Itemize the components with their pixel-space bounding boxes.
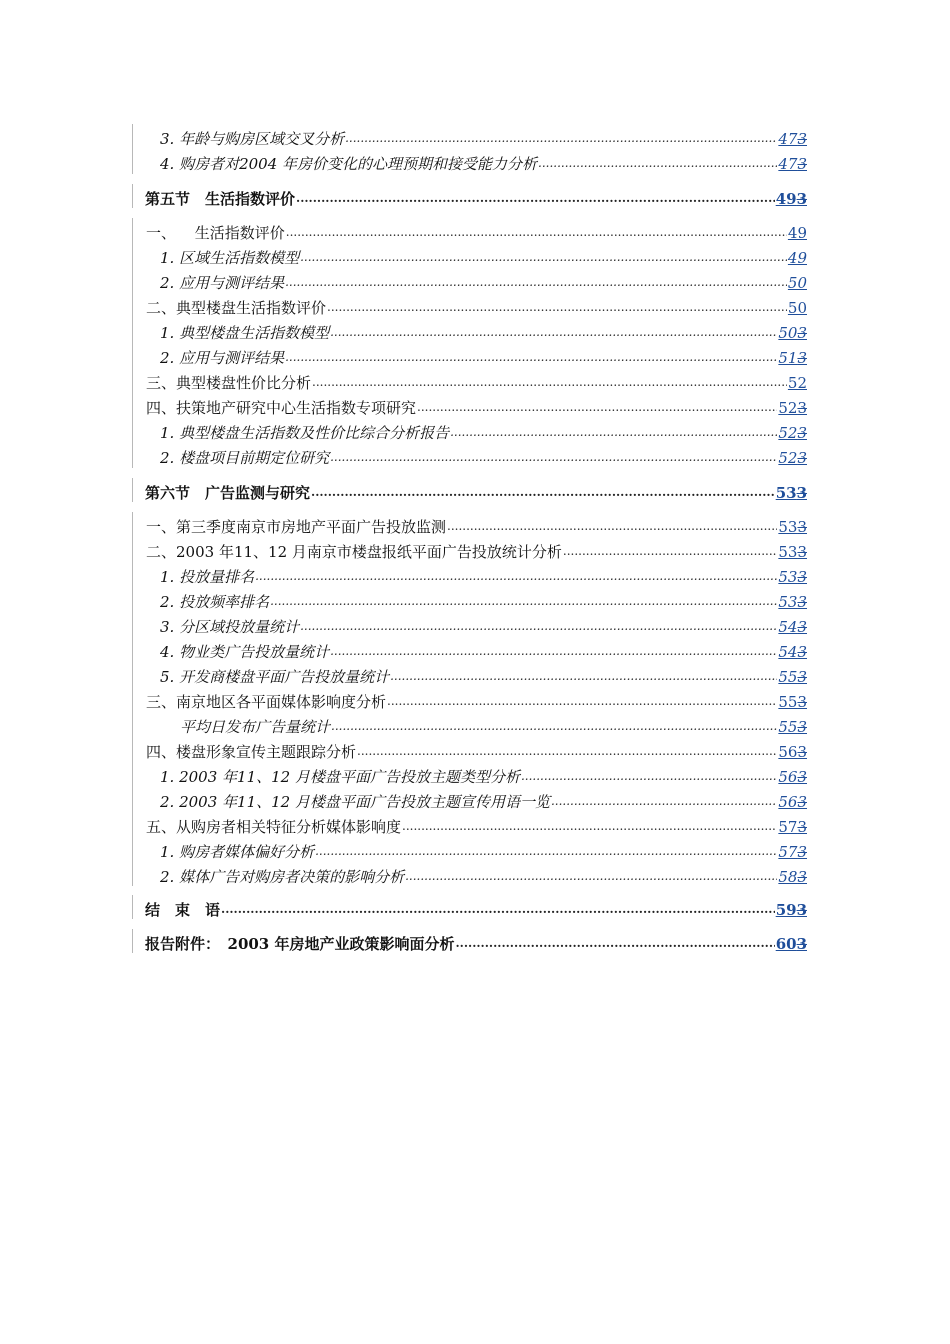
toc-page-link[interactable]: 573 [778,818,807,836]
toc-page-link[interactable]: 563 [778,743,807,761]
toc-entry-title: 1. 购房者媒体偏好分析 [160,843,315,861]
toc-section-entry[interactable] [133,929,807,953]
toc-entry-title: 生活指数评价 [194,224,285,242]
dot-leader [450,425,777,439]
toc-page-link[interactable]: 533 [778,543,807,561]
toc-entry[interactable] [133,418,807,442]
toc-entry-title: 1. 2003 年11、12 月楼盘平面广告投放主题类型分析 [160,768,520,786]
dot-leader [270,594,777,608]
toc-entry-title: 四、扶策地产研究中心生活指数专项研究 [146,399,417,417]
dot-leader [447,519,777,533]
toc-page-link[interactable]: 533 [778,518,807,536]
toc-page-link[interactable]: 493 [775,190,807,208]
toc-entry[interactable] [133,293,807,317]
toc-entry-title: 2. 应用与测评结果 [160,274,285,292]
dot-leader [357,744,777,758]
dot-leader [255,569,777,583]
toc-page-link[interactable]: 533 [775,484,807,502]
toc-page-link[interactable]: 523 [778,424,807,442]
toc-page-link[interactable]: 593 [775,901,807,919]
toc-entry[interactable] [133,124,807,148]
dot-leader [300,250,787,264]
toc-entry-title: 五、从购房者相关特征分析媒体影响度 [146,818,402,836]
toc-entry-title: 2. 楼盘项目前期定位研究 [160,449,330,467]
toc-entry-title: 2. 2003 年11、12 月楼盘平面广告投放主题宣传用语一览 [160,793,550,811]
toc-page-link[interactable]: 553 [778,718,807,736]
toc-entry[interactable] [133,812,807,836]
dot-leader [402,819,777,833]
toc-entry-title: 2. 应用与测评结果 [160,349,285,367]
toc-page-link[interactable]: 513 [778,349,807,367]
toc-section-title: 第五节 生活指数评价 [145,190,296,208]
toc-entry[interactable] [133,218,807,242]
toc-group [132,124,807,174]
toc-section-title: 第六节 广告监测与研究 [145,484,311,502]
toc-entry-title: 4. 购房者对2004 年房价变化的心理预期和接受能力分析 [160,155,538,173]
dot-leader [521,769,777,783]
toc-page-link[interactable]: 473 [778,130,807,148]
dot-leader [345,131,777,145]
toc-group [132,184,807,208]
toc-page-link[interactable]: 503 [778,324,807,342]
toc-page-link[interactable]: 573 [778,843,807,861]
dot-leader [296,191,775,205]
toc-entry[interactable] [133,149,807,173]
toc-page-link[interactable]: 553 [778,693,807,711]
toc-group [132,478,807,502]
toc-page-link[interactable]: 583 [778,868,807,886]
toc-entry[interactable] [133,268,807,292]
toc-entry[interactable] [133,243,807,267]
toc-entry-title: 2. 媒体广告对购房者决策的影响分析 [160,868,405,886]
dot-leader [315,844,777,858]
dot-leader [311,485,775,499]
toc-entry[interactable] [133,837,807,861]
toc-page-link[interactable]: 533 [778,593,807,611]
dot-leader [551,794,777,808]
toc-group [132,929,807,953]
toc-entry-title: 四、楼盘形象宣传主题跟踪分析 [146,743,357,761]
dot-leader [331,719,777,733]
dot-leader [300,619,777,633]
toc-entry[interactable] [133,862,807,886]
dot-leader [330,325,777,339]
toc-section-title: 报告附件： 2003 年房地产业政策影响面分析 [145,935,455,953]
toc-page-link[interactable]: 473 [778,155,807,173]
toc-page-link[interactable]: 523 [778,449,807,467]
toc-entry[interactable] [133,537,807,561]
dot-leader [221,902,775,916]
toc-entry[interactable] [133,737,807,761]
toc-entry[interactable] [133,762,807,786]
toc-group [132,218,807,468]
toc-entry[interactable] [133,712,807,736]
toc-entry-title: 1. 投放量排名 [160,568,255,586]
dot-leader [312,375,787,389]
toc-entry[interactable] [133,662,807,686]
dot-leader [387,694,777,708]
toc-entry[interactable] [133,393,807,417]
toc-entry-title: 二、典型楼盘生活指数评价 [146,299,327,317]
toc-group [132,895,807,919]
toc-entry[interactable] [133,587,807,611]
dot-leader [286,225,787,239]
dot-leader [563,544,777,558]
toc-page-link[interactable]: 49 [787,224,807,242]
dot-leader [285,350,777,364]
toc-entry-title: 3. 分区域投放量统计 [160,618,300,636]
toc-page-link[interactable]: 533 [778,568,807,586]
toc-entry[interactable] [133,562,807,586]
toc-entry-number: 一、 [146,224,177,242]
toc-page-link[interactable]: 543 [778,618,807,636]
dot-leader [285,275,787,289]
toc-entry[interactable] [133,318,807,342]
toc-page-link[interactable]: 543 [778,643,807,661]
toc-entry[interactable] [133,612,807,636]
dot-leader [330,644,777,658]
toc-entry[interactable] [133,687,807,711]
toc-page-link[interactable]: 523 [778,399,807,417]
toc-group [132,512,807,886]
toc-entry-title: 2. 投放频率排名 [160,593,270,611]
toc-entry-title: 1. 典型楼盘生活指数及性价比综合分析报告 [160,424,450,442]
toc-section-entry[interactable] [133,184,807,208]
dot-leader [417,400,777,414]
toc-entry-title: 3. 年龄与购房区域交叉分析 [160,130,345,148]
toc-entry-title: 三、典型楼盘性价比分析 [146,374,312,392]
dot-leader [538,156,777,170]
toc-entry-title: 二、2003 年11、12 月南京市楼盘报纸平面广告投放统计分析 [146,543,562,561]
toc-page-link[interactable]: 50 [787,274,807,292]
toc-section-entry[interactable] [133,478,807,502]
toc-entry[interactable] [133,637,807,661]
toc-entry-title: 1. 区域生活指数模型 [160,249,300,267]
toc-entry-title: 一、第三季度南京市房地产平面广告投放监测 [146,518,447,536]
toc-entry[interactable] [133,343,807,367]
dot-leader [327,300,787,314]
toc-page-link[interactable]: 50 [787,299,807,317]
toc-entry[interactable] [133,512,807,536]
toc-section-entry[interactable] [133,895,807,919]
dot-leader [330,450,777,464]
toc-entry-title: 平均日发布广告量统计 [180,718,331,736]
toc-entry-title: 1. 典型楼盘生活指数模型 [160,324,330,342]
toc-page-link[interactable]: 553 [778,668,807,686]
dot-leader [405,869,777,883]
toc-page-link[interactable]: 603 [775,935,807,953]
dot-leader [390,669,777,683]
toc-page-link[interactable]: 563 [778,768,807,786]
toc-entry[interactable] [133,368,807,392]
dot-leader [455,936,774,950]
toc-section-title: 结 束 语 [145,901,221,919]
toc-page-link[interactable]: 563 [778,793,807,811]
toc-page-link[interactable]: 49 [787,249,807,267]
toc-entry-title: 4. 物业类广告投放量统计 [160,643,330,661]
toc-entry-title: 三、南京地区各平面媒体影响度分析 [146,693,387,711]
toc-entry[interactable] [133,443,807,467]
toc-entry[interactable] [133,787,807,811]
toc-entry-title: 5. 开发商楼盘平面广告投放量统计 [160,668,390,686]
toc-page-link[interactable]: 52 [787,374,807,392]
